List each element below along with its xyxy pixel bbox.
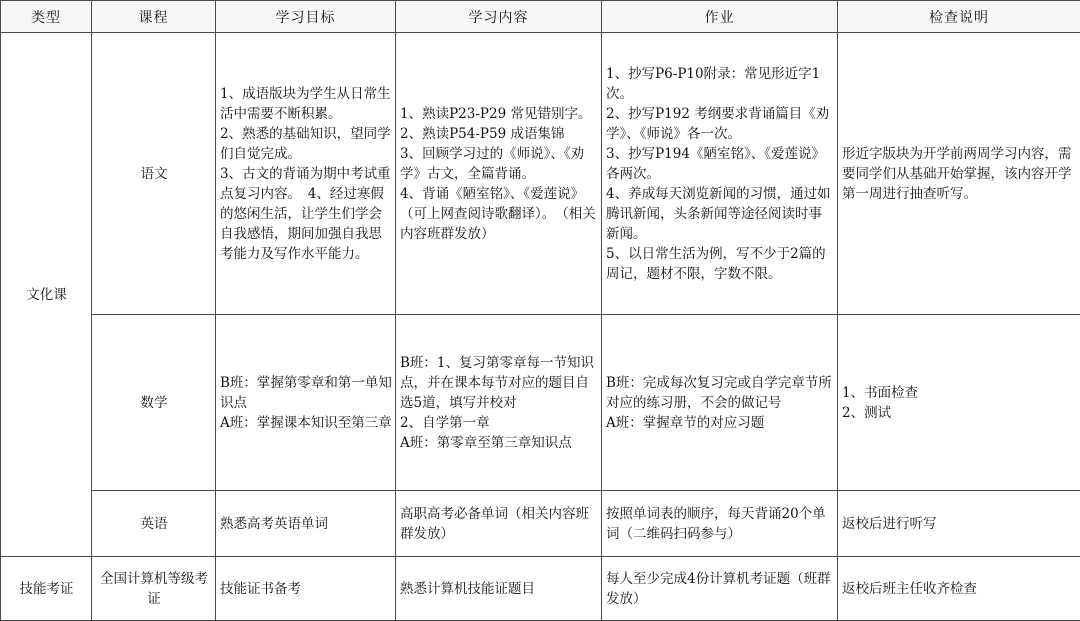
check-item: 2、测试 [842,404,892,421]
table-row-math [1,315,1080,491]
homework-chinese [602,33,838,315]
content-item: A班：第零章至第三章知识点 [400,434,572,451]
content-math [396,315,602,491]
header-course: 课程 [92,1,216,33]
course-math: 数学 [92,315,216,491]
category-skill: 技能考证 [1,557,92,621]
table-row-skill-cert [1,557,1080,621]
homework-item: 2、抄写P192 考纲要求背诵篇目《劝学》、《师说》各一次。 [606,105,830,142]
content-item: 4、背诵《陋室铭》、《爱莲说》（可上网查阅诗歌翻译）。 （相关内容班群发放） [400,185,596,242]
goal-item: 3、古文的背诵为期中考试重点复习内容。 4、经过寒假的悠闲生活，让学生们学会自我感悟，期间加强自我思考能力及写作水平能力。 [220,165,391,262]
header-content: 学习内容 [396,1,602,33]
check-english: 返校后进行听写 [838,491,1080,557]
course-english: 英语 [92,491,216,557]
homework-item: A班：掌握章节的对应习题 [606,414,765,431]
goal-computer-cert: 技能证书备考 [216,557,396,621]
homework-item: 3、抄写P194《陋室铭》、《爱莲说》各两次。 [606,145,825,182]
content-item: 3、回顾学习过的《师说》、《劝学》古文，全篇背诵。 [400,145,585,182]
homework-english: 按照单词表的顺序，每天背诵20个单词（二维码扫码参与） [602,491,838,557]
goal-chinese [216,33,396,315]
check-computer-cert: 返校后班主任收齐检查 [838,557,1080,621]
check-math [838,315,1080,491]
goal-item: B班：掌握第零章和第一单知识点 [220,374,392,411]
content-item: B班：1、复习第零章每一节知识点，并在课本每节对应的题目自选5道，填写并校对 [400,354,595,411]
content-computer-cert: 熟悉计算机技能证题目 [396,557,602,621]
homework-item: 1、抄写P6-P10附录：常见形近字1次。 [606,65,821,102]
header-check: 检查说明 [838,1,1080,33]
check-chinese: 形近字版块为开学前两周学习内容，需要同学们从基础开始掌握，该内容开学第一周进行抽查听写。 [838,33,1080,315]
homework-item: 4、养成每天浏览新闻的习惯，通过如腾讯新闻，头条新闻等途径阅读时事新闻。 [606,185,831,242]
check-item: 1、书面检查 [842,384,919,401]
goal-english: 熟悉高考英语单词 [216,491,396,557]
content-item: 2、熟读P54-P59 成语集锦 [400,125,565,142]
category-culture: 文化课 [1,33,92,557]
course-computer-cert: 全国计算机等级考证 [92,557,216,621]
content-english: 高职高考必备单词（相关内容班群发放） [396,491,602,557]
homework-item: B班：完成每次复习完或自学完章节所对应的练习册，不会的做记号 [606,374,832,411]
goal-item: A班：掌握课本知识至第三章 [220,414,392,431]
goal-math [216,315,396,491]
homework-math [602,315,838,491]
course-chinese: 语文 [92,33,216,315]
header-row [1,1,1080,33]
content-item: 2、自学第一章 [400,414,490,431]
goal-item: 1、成语版块为学生从日常生活中需要不断积累。 [220,85,391,122]
content-chinese [396,33,602,315]
header-goal: 学习目标 [216,1,396,33]
table-row-chinese [1,33,1080,315]
homework-item: 5、以日常生活为例，写不少于2篇的周记，题材不限，字数不限。 [606,245,826,282]
content-item: 1、熟读P23-P29 常见错别字。 [400,105,592,122]
homework-computer-cert: 每人至少完成4份计算机考证题（班群发放） [602,557,838,621]
goal-item: 2、熟悉的基础知识，望同学们自觉完成。 [220,125,391,162]
table-row-english [1,491,1080,557]
header-type: 类型 [1,1,92,33]
header-homework: 作业 [602,1,838,33]
